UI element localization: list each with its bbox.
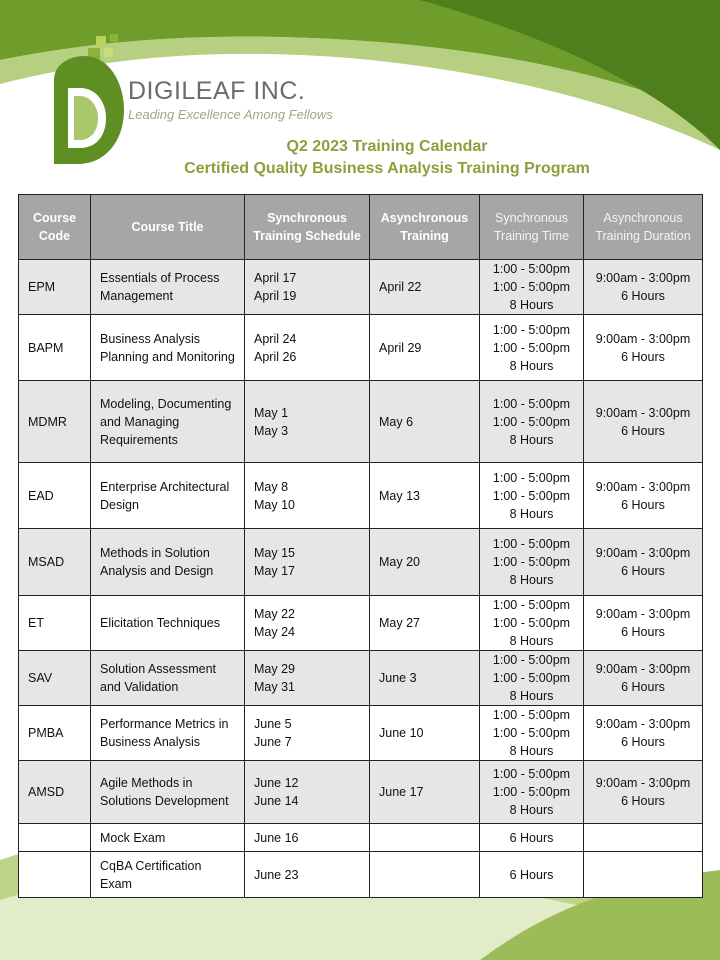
async-duration-cell <box>584 824 703 852</box>
course-code-cell: SAV <box>19 651 91 706</box>
sync-schedule-cell <box>245 761 370 824</box>
sync-time-cell <box>480 651 584 706</box>
sync-time-line: 8 Hours <box>509 744 554 758</box>
async-duration-line: 6 Hours <box>621 794 665 808</box>
sync-time-line: 8 Hours <box>509 689 554 703</box>
sync-time-cell <box>480 381 584 463</box>
async-duration-line: 6 Hours <box>621 289 665 303</box>
async-duration-line: 6 Hours <box>621 349 665 364</box>
async-duration-line: 9:00am - 3:00pm <box>595 331 691 346</box>
course-code-cell <box>19 824 91 852</box>
async-training-cell: May 13 <box>370 463 480 529</box>
sync-date: May 17 <box>254 564 295 578</box>
document-subtitle: Certified Quality Business Analysis Training Program <box>184 160 590 177</box>
async-training-cell <box>370 852 480 898</box>
exam-date-cell: June 23 <box>245 852 370 898</box>
sync-date: June 12 <box>254 776 299 790</box>
async-training-cell: May 6 <box>370 381 480 463</box>
sync-time-line: 8 Hours <box>509 573 554 587</box>
course-title-cell: Mock Exam <box>91 824 245 852</box>
sync-time-line: 1:00 - 5:00pm <box>492 322 571 337</box>
course-code-cell: PMBA <box>19 706 91 761</box>
async-training-cell: May 27 <box>370 596 480 651</box>
async-duration-line: 6 Hours <box>621 497 665 512</box>
table-row <box>19 706 703 761</box>
sync-schedule-cell <box>245 315 370 381</box>
table-row <box>19 824 703 852</box>
sync-time-line: 1:00 - 5:00pm <box>492 767 571 781</box>
sync-schedule-cell <box>245 260 370 315</box>
async-duration-line: 9:00am - 3:00pm <box>595 776 691 790</box>
sync-date: May 8 <box>254 479 289 494</box>
async-duration-cell <box>584 852 703 898</box>
table-row <box>19 852 703 898</box>
async-duration-line: 6 Hours <box>621 564 665 578</box>
async-duration-cell <box>584 260 703 315</box>
sync-date: April 17 <box>254 271 297 285</box>
async-duration-cell <box>584 529 703 596</box>
sync-time-line: 1:00 - 5:00pm <box>492 488 571 503</box>
async-duration-line: 9:00am - 3:00pm <box>595 271 691 285</box>
course-code-cell <box>19 852 91 898</box>
sync-time-line: 8 Hours <box>509 298 554 312</box>
document-header <box>0 136 720 180</box>
course-code-cell: ET <box>19 596 91 651</box>
course-title-cell: Agile Methods in Solutions Development <box>91 761 245 824</box>
sync-time-cell <box>480 596 584 651</box>
sync-time-line: 1:00 - 5:00pm <box>492 598 571 612</box>
course-title-cell: Business Analysis Planning and Monitoring <box>91 315 245 381</box>
sync-time-line: 1:00 - 5:00pm <box>492 653 571 667</box>
async-duration-cell <box>584 596 703 651</box>
course-code-cell: BAPM <box>19 315 91 381</box>
sync-date: June 5 <box>254 717 292 731</box>
course-code-cell: EAD <box>19 463 91 529</box>
async-duration-line: 9:00am - 3:00pm <box>595 546 691 560</box>
sync-date: May 10 <box>254 497 295 512</box>
sync-schedule-cell <box>245 463 370 529</box>
sync-time-cell <box>480 706 584 761</box>
table-row <box>19 761 703 824</box>
sync-date: May 3 <box>254 423 289 438</box>
sync-time-line: 1:00 - 5:00pm <box>492 708 571 722</box>
sync-date: June 14 <box>254 794 299 808</box>
company-tagline: Leading Excellence Among Fellows <box>128 107 333 122</box>
sync-time-line: 1:00 - 5:00pm <box>492 785 571 799</box>
sync-time-cell <box>480 315 584 381</box>
course-code-cell: MSAD <box>19 529 91 596</box>
sync-date: June 7 <box>254 735 292 749</box>
sync-time-line: 1:00 - 5:00pm <box>492 616 571 630</box>
table-row <box>19 381 703 463</box>
sync-schedule-cell <box>245 596 370 651</box>
header-sync-schedule: Synchronous Training Schedule <box>245 195 370 260</box>
table-row <box>19 315 703 381</box>
sync-date: April 24 <box>254 331 297 346</box>
course-title-cell: Performance Metrics in Business Analysis <box>91 706 245 761</box>
document-title: Q2 2023 Training Calendar <box>286 138 488 155</box>
async-training-cell: June 3 <box>370 651 480 706</box>
sync-time-line: 1:00 - 5:00pm <box>492 396 571 411</box>
async-duration-cell <box>584 463 703 529</box>
header-sync-time: Synchronous Training Time <box>480 195 584 260</box>
async-training-cell: April 29 <box>370 315 480 381</box>
sync-time-cell <box>480 260 584 315</box>
course-title-cell: Solution Assessment and Validation <box>91 651 245 706</box>
header-async-duration: Asynchronous Training Duration <box>584 195 703 260</box>
exam-hours-cell: 6 Hours <box>480 824 584 852</box>
sync-time-line: 1:00 - 5:00pm <box>492 414 571 429</box>
sync-time-line: 1:00 - 5:00pm <box>492 340 571 355</box>
header-async-training: Asynchronous Training <box>370 195 480 260</box>
header-course-title: Course Title <box>91 195 245 260</box>
sync-time-line: 1:00 - 5:00pm <box>492 537 571 551</box>
table-row <box>19 651 703 706</box>
async-duration-cell <box>584 381 703 463</box>
sync-date: May 29 <box>254 662 295 676</box>
sync-schedule-cell <box>245 651 370 706</box>
sync-time-line: 1:00 - 5:00pm <box>492 262 571 276</box>
async-training-cell: June 17 <box>370 761 480 824</box>
table-header-row <box>19 195 703 260</box>
table-row <box>19 260 703 315</box>
exam-hours-cell: 6 Hours <box>480 852 584 898</box>
sync-date: May 31 <box>254 680 295 694</box>
course-title-cell: Methods in Solution Analysis and Design <box>91 529 245 596</box>
async-duration-cell <box>584 761 703 824</box>
sync-time-line: 1:00 - 5:00pm <box>492 671 571 685</box>
sync-time-line: 8 Hours <box>509 358 554 373</box>
course-code-cell: MDMR <box>19 381 91 463</box>
course-title-cell: Elicitation Techniques <box>91 596 245 651</box>
async-duration-cell <box>584 315 703 381</box>
sync-date: May 24 <box>254 625 295 639</box>
course-title-cell: Enterprise Architectural Design <box>91 463 245 529</box>
exam-date-cell: June 16 <box>245 824 370 852</box>
sync-schedule-cell <box>245 381 370 463</box>
async-duration-line: 9:00am - 3:00pm <box>595 479 691 494</box>
header-course-code: Course Code <box>19 195 91 260</box>
sync-time-line: 8 Hours <box>509 506 554 521</box>
sync-time-cell <box>480 463 584 529</box>
sync-time-cell <box>480 761 584 824</box>
async-duration-line: 9:00am - 3:00pm <box>595 405 691 420</box>
training-schedule-table <box>18 194 703 898</box>
sync-schedule-cell <box>245 529 370 596</box>
async-training-cell <box>370 824 480 852</box>
table-row <box>19 596 703 651</box>
sync-time-line: 1:00 - 5:00pm <box>492 470 571 485</box>
async-duration-line: 9:00am - 3:00pm <box>595 717 691 731</box>
sync-time-line: 1:00 - 5:00pm <box>492 555 571 569</box>
async-duration-line: 6 Hours <box>621 680 665 694</box>
course-code-cell: EPM <box>19 260 91 315</box>
sync-date: April 19 <box>254 289 297 303</box>
async-duration-line: 6 Hours <box>621 625 665 639</box>
async-training-cell: June 10 <box>370 706 480 761</box>
company-name: DIGILEAF INC. <box>128 77 306 105</box>
async-training-cell: April 22 <box>370 260 480 315</box>
sync-time-line: 1:00 - 5:00pm <box>492 280 571 294</box>
async-duration-line: 6 Hours <box>621 735 665 749</box>
async-duration-cell <box>584 651 703 706</box>
table-row <box>19 529 703 596</box>
sync-date: May 15 <box>254 546 295 560</box>
async-training-cell: May 20 <box>370 529 480 596</box>
sync-date: May 1 <box>254 405 289 420</box>
sync-time-cell <box>480 529 584 596</box>
course-title-cell: Modeling, Documenting and Managing Requirements <box>91 381 245 463</box>
course-title-cell: CqBA Certification Exam <box>91 852 245 898</box>
sync-time-line: 8 Hours <box>509 803 554 817</box>
sync-time-line: 8 Hours <box>509 432 554 447</box>
async-duration-cell <box>584 706 703 761</box>
course-code-cell: AMSD <box>19 761 91 824</box>
sync-schedule-cell <box>245 706 370 761</box>
course-title-cell: Essentials of Process Management <box>91 260 245 315</box>
sync-date: April 26 <box>254 349 297 364</box>
sync-date: May 22 <box>254 607 295 621</box>
table-row <box>19 463 703 529</box>
sync-time-line: 8 Hours <box>509 634 554 648</box>
async-duration-line: 9:00am - 3:00pm <box>595 607 691 621</box>
async-duration-line: 6 Hours <box>621 423 665 438</box>
sync-time-line: 1:00 - 5:00pm <box>492 726 571 740</box>
async-duration-line: 9:00am - 3:00pm <box>595 662 691 676</box>
